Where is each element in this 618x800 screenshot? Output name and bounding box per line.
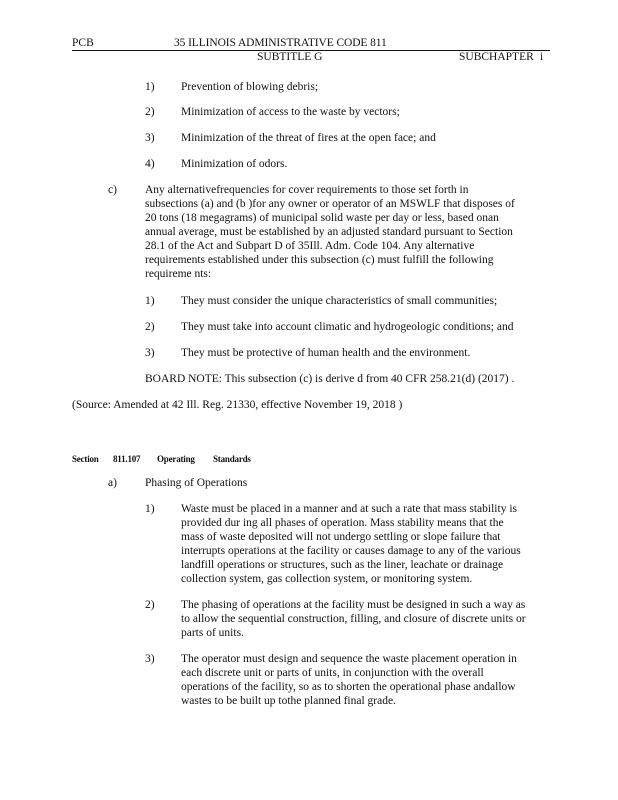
para-line: landfill operations or structures, such as the liner, leachate or drainage bbox=[181, 559, 504, 571]
para-line: requirements established under this subsection (c) must fulfill the following bbox=[145, 254, 494, 266]
para-line: to allow the sequential construction, filling, and closure of discrete units or bbox=[181, 613, 526, 625]
source-note: (Source: Amended at 42 Ill. Reg. 21330, effective November 19, 2018 ) bbox=[72, 399, 403, 411]
list-a-item-1-body bbox=[181, 502, 521, 586]
para-line: 28.1 of the Act and Subpart D of 35Ill. Adm. Code 104. Any alternative bbox=[145, 240, 475, 252]
para-line: collection system, gas collection system, or monitoring system. bbox=[181, 573, 473, 585]
section-title-operating: Operating bbox=[157, 454, 195, 464]
board-note: BOARD NOTE: This subsection (c) is derive d from 40 CFR 258.21(d) (2017) . bbox=[145, 373, 515, 385]
list-item-num: 1) bbox=[145, 295, 155, 307]
list-item-num: 1) bbox=[145, 81, 155, 93]
header-subtitle: SUBTITLE G bbox=[257, 51, 323, 63]
para-line: Any alternativefrequencies for cover requirements to those set forth in bbox=[145, 184, 469, 196]
list-item-num: 1) bbox=[145, 503, 155, 515]
para-line: provided dur ing all phases of operation. Mass stability means that the bbox=[181, 517, 504, 529]
header-roman: i bbox=[540, 51, 544, 63]
header-subchapter: SUBCHAPTER bbox=[459, 51, 534, 63]
para-line: The phasing of operations at the facility must be designed in such a way as bbox=[181, 599, 526, 611]
section-label: Section bbox=[72, 454, 99, 464]
para-line: 20 tons (18 megagrams) of municipal solid waste per day or less, based onan bbox=[145, 212, 499, 224]
list-item-text: Minimization of the threat of fires at the open face; and bbox=[181, 132, 436, 144]
header-title: 35 ILLINOIS ADMINISTRATIVE CODE 811 bbox=[174, 37, 387, 49]
list-item-num: 4) bbox=[145, 158, 155, 170]
list-item-text: Minimization of odors. bbox=[181, 158, 288, 170]
para-line: interrupts operations at the facility or causes damage to any of the various bbox=[181, 545, 521, 557]
list-item-num: 2) bbox=[145, 599, 155, 611]
list-item-text: Minimization of access to the waste by vectors; bbox=[181, 106, 400, 118]
list-item-num: 3) bbox=[145, 653, 155, 665]
para-c-label: c) bbox=[108, 184, 117, 196]
para-line: wastes to be built up tothe planned final grade. bbox=[181, 695, 396, 707]
list-a-item-2-body bbox=[181, 598, 526, 640]
list-item-num: 2) bbox=[145, 106, 155, 118]
subsec-a-title: Phasing of Operations bbox=[145, 477, 248, 489]
para-line: mass of waste deposited will not undergo settling or slope failure that bbox=[181, 531, 501, 543]
para-line: The operator must design and sequence the waste placement operation in bbox=[181, 653, 517, 665]
para-line: annual average, must be established by an adjusted standard pursuant to Section bbox=[145, 226, 513, 238]
list-item-text: Prevention of blowing debris; bbox=[181, 81, 319, 93]
header-left: PCB bbox=[72, 37, 94, 49]
list-item-text: They must be protective of human health and the environment. bbox=[181, 347, 471, 359]
list-item-num: 3) bbox=[145, 347, 155, 359]
section-number: 811.107 bbox=[113, 454, 141, 464]
list-item-text: They must consider the unique characteristics of small communities; bbox=[181, 295, 498, 307]
para-line: each discrete unit or parts of units, in conjunction with the overall bbox=[181, 667, 484, 679]
list-a-item-3-body bbox=[181, 652, 517, 708]
list-item-text: They must take into account climatic and hydrogeologic conditions; and bbox=[181, 321, 514, 333]
para-c-body bbox=[145, 183, 515, 281]
para-line: parts of units. bbox=[181, 627, 244, 639]
list-item-num: 2) bbox=[145, 321, 155, 333]
subsec-a-label: a) bbox=[108, 477, 117, 489]
list-item-num: 3) bbox=[145, 132, 155, 144]
section-title-standards: Standards bbox=[213, 454, 251, 464]
para-line: subsections (a) and (b )for any owner or operator of an MSWLF that disposes of bbox=[145, 198, 515, 210]
para-line: Waste must be placed in a manner and at such a rate that mass stability is bbox=[181, 503, 517, 515]
para-line: operations of the facility, so as to shorten the operational phase andallow bbox=[181, 681, 516, 693]
para-line: requireme nts: bbox=[145, 268, 212, 280]
